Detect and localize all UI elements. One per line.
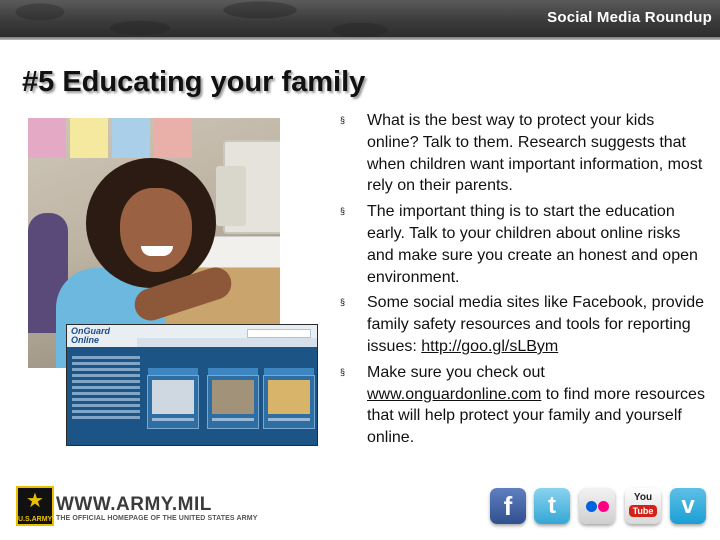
- site-card: [263, 375, 315, 429]
- facebook-icon[interactable]: f: [490, 488, 526, 524]
- onguardonline-logo: OnGuard Online: [71, 326, 111, 345]
- header-camo-pattern: [0, 0, 420, 40]
- header-bar: [0, 0, 720, 40]
- bullet-marker: §: [340, 297, 346, 308]
- facebook-safety-link[interactable]: http://goo.gl/sLBym: [421, 337, 559, 355]
- site-nav-bar: [137, 338, 317, 347]
- bullet-item: [340, 110, 710, 197]
- bullet-item: [340, 292, 710, 357]
- flickr-icon[interactable]: [579, 488, 615, 524]
- bullet-item: [340, 362, 710, 449]
- classroom-posters: [28, 118, 188, 162]
- bullet-item: [340, 201, 710, 288]
- site-card: [147, 375, 199, 429]
- twitter-icon[interactable]: t: [534, 488, 570, 524]
- header-title: Social Media Roundup: [547, 9, 712, 26]
- bullet-marker: §: [340, 206, 346, 217]
- bullet-marker: §: [340, 115, 346, 125]
- army-star-logo[interactable]: ★ U.S.ARMY: [16, 486, 54, 526]
- army-mil-url[interactable]: WWW.ARMY.MIL: [56, 494, 212, 515]
- child-face: [120, 188, 192, 272]
- site-intro-text: [72, 353, 140, 422]
- bullet-list: [340, 110, 710, 453]
- youtube-icon[interactable]: You Tube: [625, 488, 661, 524]
- bullet-text: to find more resources that will help protect your family and yourself online.: [367, 385, 705, 447]
- onguardonline-website-screenshot: [66, 324, 318, 446]
- bullet-text: Some social media sites like Facebook, provide family safety resources and tools for reporting issues:: [367, 294, 705, 355]
- onguardonline-link[interactable]: www.onguardonline.com: [367, 385, 542, 403]
- site-search-box: [247, 329, 311, 338]
- site-card: [207, 375, 259, 429]
- bullet-text: The important thing is to start the education early. Talk to your children about online risks and make sure you create an honest and open environment.: [367, 203, 698, 286]
- vimeo-icon[interactable]: v: [670, 488, 706, 524]
- bullet-text: What is the best way to protect your kids online? Talk to them. Research suggests that when children want important information, most rely on their parents.: [367, 112, 703, 195]
- bullet-marker: §: [340, 366, 346, 377]
- bullet-text: Make sure you check out: [367, 363, 545, 381]
- footer-tagline: THE OFFICIAL HOMEPAGE OF THE UNITED STATES ARMY: [56, 515, 258, 522]
- slide-title: #5 Educating your family: [22, 66, 366, 98]
